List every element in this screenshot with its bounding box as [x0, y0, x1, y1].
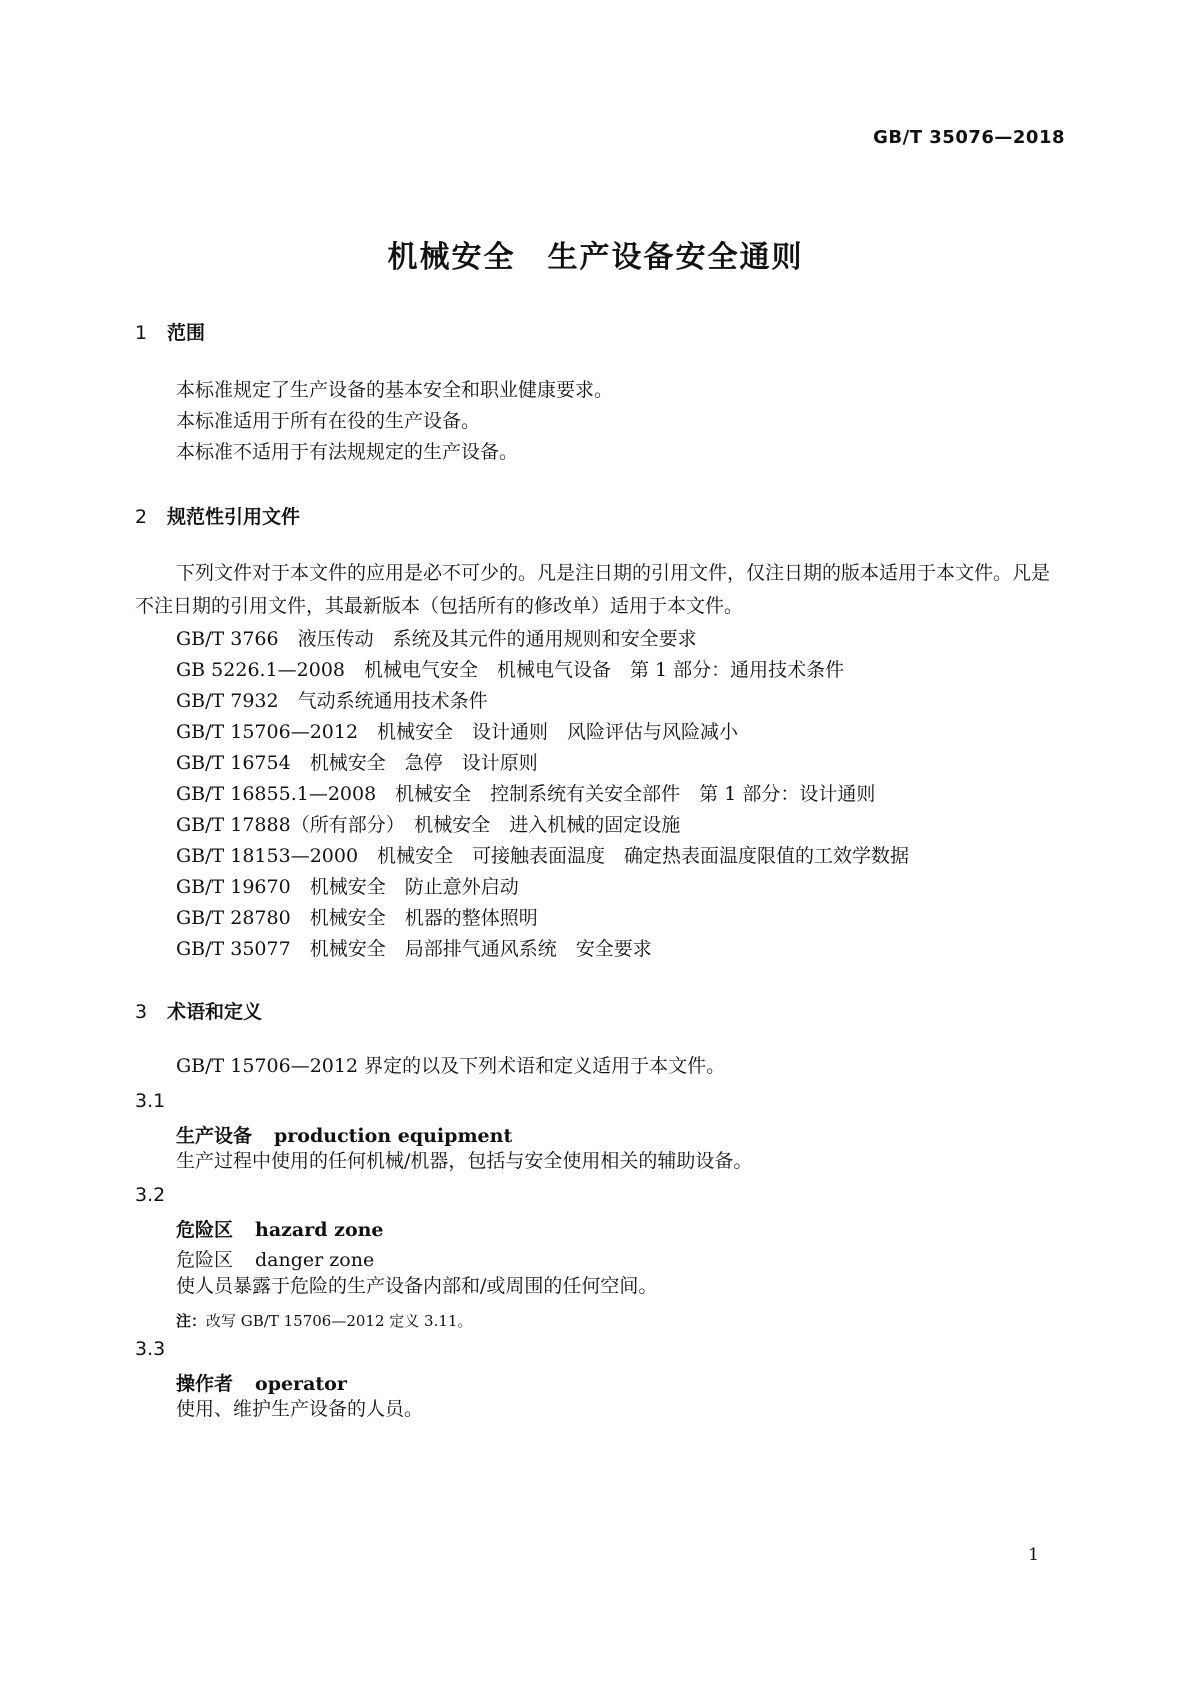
terms-intro: GB/T 15706—2012 界定的以及下列术语和定义适用于本文件。: [176, 1055, 726, 1077]
term-definition: 使用、维护生产设备的人员。: [176, 1398, 424, 1420]
scope-paragraph-3: 本标准不适用于有法规规定的生产设备。: [176, 441, 519, 463]
term-heading: [176, 1215, 384, 1242]
reference-item: GB/T 28780 机械安全 机器的整体照明: [176, 907, 538, 929]
term-en: operator: [255, 1373, 347, 1395]
reference-item: GB 5226.1—2008 机械电气安全 机械电气设备 第 1 部分：通用技术条件: [176, 659, 845, 681]
reference-item: GB/T 15706—2012 机械安全 设计通则 风险评估与风险减小: [176, 721, 739, 743]
reference-item: GB/T 35077 机械安全 局部排气通风系统 安全要求: [176, 938, 652, 960]
standard-code: GB/T 35076—2018: [873, 127, 1065, 148]
term-alternative: [176, 1245, 374, 1272]
term-definition: 使人员暴露于危险的生产设备内部和/或周围的任何空间。: [176, 1275, 658, 1297]
term-heading: [176, 1369, 347, 1396]
scope-paragraph-1: 本标准规定了生产设备的基本安全和职业健康要求。: [176, 379, 614, 401]
term-number: 3.3: [135, 1338, 166, 1360]
note-text: 改写 GB/T 15706—2012 定义 3.11。: [206, 1312, 473, 1330]
reference-item: GB/T 17888（所有部分） 机械安全 进入机械的固定设施: [176, 814, 681, 836]
term-number: 3.1: [135, 1090, 166, 1112]
document-title: 机械安全 生产设备安全通则: [387, 240, 804, 275]
term-en: production equipment: [274, 1125, 513, 1147]
reference-item: GB/T 19670 机械安全 防止意外启动: [176, 876, 519, 898]
term-number: 3.2: [135, 1184, 166, 1206]
term-zh: 生产设备: [176, 1125, 253, 1147]
term-definition: 生产过程中使用的任何机械/机器，包括与安全使用相关的辅助设备。: [176, 1150, 753, 1172]
page-number: 1: [1028, 1545, 1039, 1565]
reference-item: GB/T 18153—2000 机械安全 可接触表面温度 确定热表面温度限值的工效学数据: [176, 845, 910, 867]
section-number: 2: [135, 506, 148, 528]
section-number: 3: [135, 1001, 148, 1023]
normative-intro: 下列文件对于本文件的应用是必不可少的。凡是注日期的引用文件，仅注日期的版本适用于本文件。凡是不注日期的引用文件，其最新版本（包括所有的修改单）适用于本文件。: [135, 562, 1051, 617]
section-title: 规范性引用文件: [167, 506, 301, 528]
section-number: 1: [135, 322, 148, 344]
section-heading-1: [135, 318, 205, 345]
term-alt-en: danger zone: [255, 1249, 375, 1271]
reference-item: GB/T 16754 机械安全 急停 设计原则: [176, 752, 538, 774]
section-heading-2: [135, 502, 300, 529]
term-note: [176, 1310, 472, 1331]
term-zh: 危险区: [176, 1219, 234, 1241]
section-title: 术语和定义: [167, 1001, 263, 1023]
reference-item: GB/T 3766 液压传动 系统及其元件的通用规则和安全要求: [176, 628, 697, 650]
term-alt-zh: 危险区: [176, 1249, 234, 1271]
note-label: 注：: [176, 1312, 207, 1330]
scope-paragraph-2: 本标准适用于所有在役的生产设备。: [176, 410, 481, 432]
reference-item: GB/T 7932 气动系统通用技术条件: [176, 690, 488, 712]
reference-item: GB/T 16855.1—2008 机械安全 控制系统有关安全部件 第 1 部分：设计通则: [176, 783, 876, 805]
term-heading: [176, 1121, 512, 1148]
term-zh: 操作者: [176, 1373, 234, 1395]
term-en: hazard zone: [255, 1219, 384, 1241]
section-heading-3: [135, 997, 262, 1024]
section-title: 范围: [167, 322, 206, 344]
